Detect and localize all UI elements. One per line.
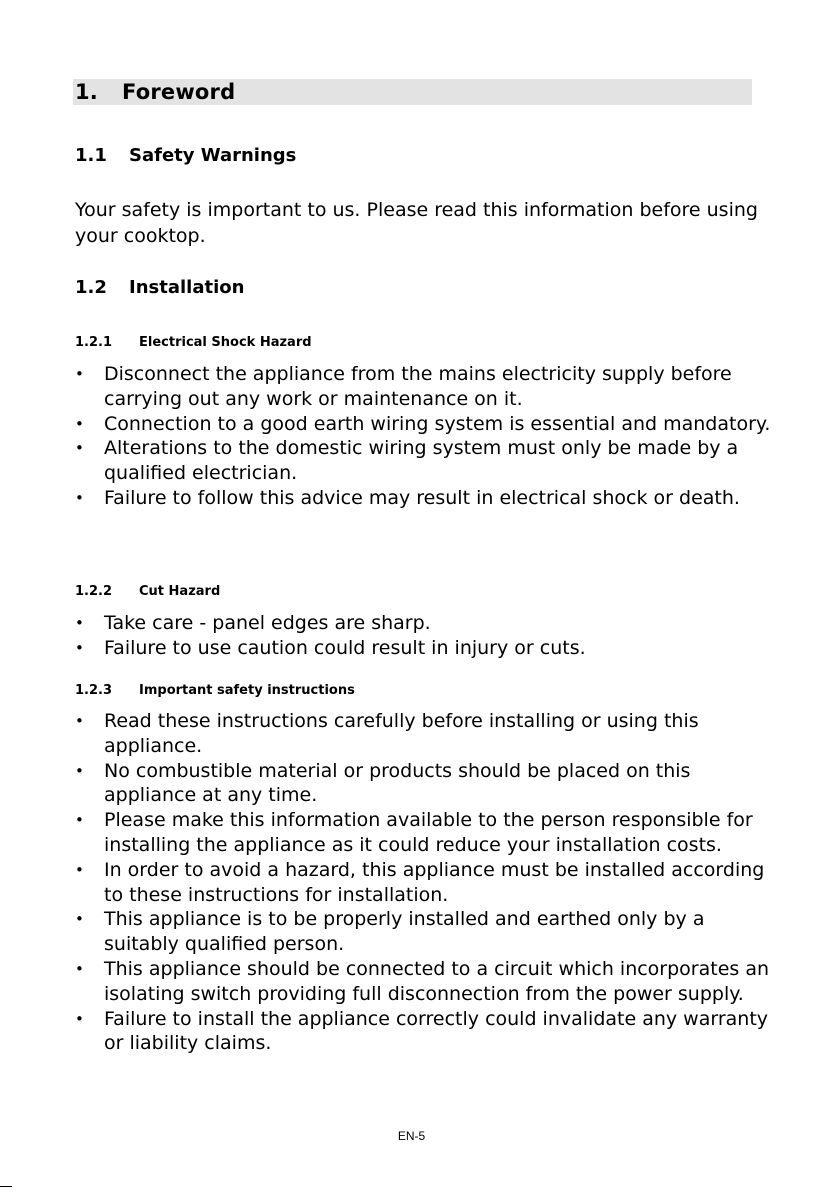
subsection-number: 1.2 <box>75 277 107 298</box>
list-item <box>75 907 775 957</box>
list-item-text: Connection to a good earth wiring system is essential and mandatory. <box>104 412 771 435</box>
bullet-icon: • <box>75 488 84 507</box>
section-title: Foreword <box>122 80 236 104</box>
list-item <box>75 1007 775 1057</box>
important-safety-list <box>75 709 775 1056</box>
list-item <box>75 436 775 486</box>
section-heading-foreword <box>73 79 752 105</box>
corner-crop-mark <box>0 1186 12 1187</box>
bullet-icon: • <box>75 761 84 780</box>
list-item-text: Failure to use caution could result in injury or cuts. <box>104 636 586 659</box>
list-item <box>75 486 775 511</box>
list-item-text: Take care - panel edges are sharp. <box>104 612 431 634</box>
list-item <box>75 957 775 1007</box>
list-item <box>75 611 775 636</box>
list-item-text: Please make this information available to the person responsible for installing the appliance as it could reduce your installation costs. <box>104 809 753 856</box>
subsection-heading-installation <box>75 277 244 299</box>
topic-heading-cut-hazard <box>75 583 220 600</box>
list-item-text: Read these instructions carefully before installing or using this appliance. <box>104 710 699 757</box>
list-item-text: Alterations to the domestic wiring system must only be made by a qualified electrician. <box>104 437 739 485</box>
list-item <box>75 858 775 908</box>
section-number: 1. <box>75 80 98 104</box>
list-item-text: Failure to install the appliance correctly could invalidate any warranty or liability claims. <box>104 1007 769 1055</box>
bullet-icon: • <box>75 712 84 730</box>
list-item <box>75 362 775 412</box>
list-item-text: This appliance should be connected to a circuit which incorporates an isolating switch providing full disconnection from the power supply. <box>104 957 770 1005</box>
list-item-text: In order to avoid a hazard, this appliance must be installed according to these instructions for installation. <box>104 858 765 906</box>
subsection-title: Safety Warnings <box>129 145 297 166</box>
page-number: EN-5 <box>397 1129 426 1143</box>
list-item-text: Failure to follow this advice may result in electrical shock or death. <box>104 486 740 509</box>
bullet-icon: • <box>75 365 84 383</box>
topic-title: Electrical Shock Hazard <box>139 335 312 350</box>
bullet-icon: • <box>75 414 84 433</box>
list-item <box>75 636 775 661</box>
list-item <box>75 759 775 809</box>
electrical-hazard-list <box>75 362 775 511</box>
list-item-text: Disconnect the appliance from the mains electricity supply before carrying out any work or maintenance on it. <box>104 363 732 410</box>
list-item <box>75 808 775 858</box>
bullet-icon: • <box>75 959 84 978</box>
safety-paragraph: Your safety is important to us. Please read this information before using your cooktop. <box>75 199 758 247</box>
bullet-icon: • <box>75 860 84 879</box>
bullet-icon: • <box>75 439 84 458</box>
bullet-icon: • <box>75 614 84 632</box>
topic-title: Important safety instructions <box>139 683 355 698</box>
bullet-icon: • <box>75 638 84 657</box>
bullet-icon: • <box>75 910 84 929</box>
topic-title: Cut Hazard <box>139 584 221 599</box>
topic-number: 1.2.2 <box>75 584 113 599</box>
topic-heading-important-safety <box>75 682 355 699</box>
list-item <box>75 709 775 759</box>
bullet-icon: • <box>75 1009 84 1028</box>
bullet-icon: • <box>75 811 84 830</box>
subsection-heading-safety-warnings <box>75 145 296 167</box>
topic-heading-electrical-shock <box>75 334 312 351</box>
topic-number: 1.2.1 <box>75 335 113 350</box>
topic-number: 1.2.3 <box>75 683 113 698</box>
subsection-number: 1.1 <box>75 145 107 166</box>
list-item <box>75 412 775 437</box>
list-item-text: This appliance is to be properly installed and earthed only by a suitably qualified person. <box>104 908 705 956</box>
subsection-title: Installation <box>129 277 245 298</box>
list-item-text: No combustible material or products should be placed on this appliance at any time. <box>104 759 691 807</box>
cut-hazard-list <box>75 611 775 661</box>
